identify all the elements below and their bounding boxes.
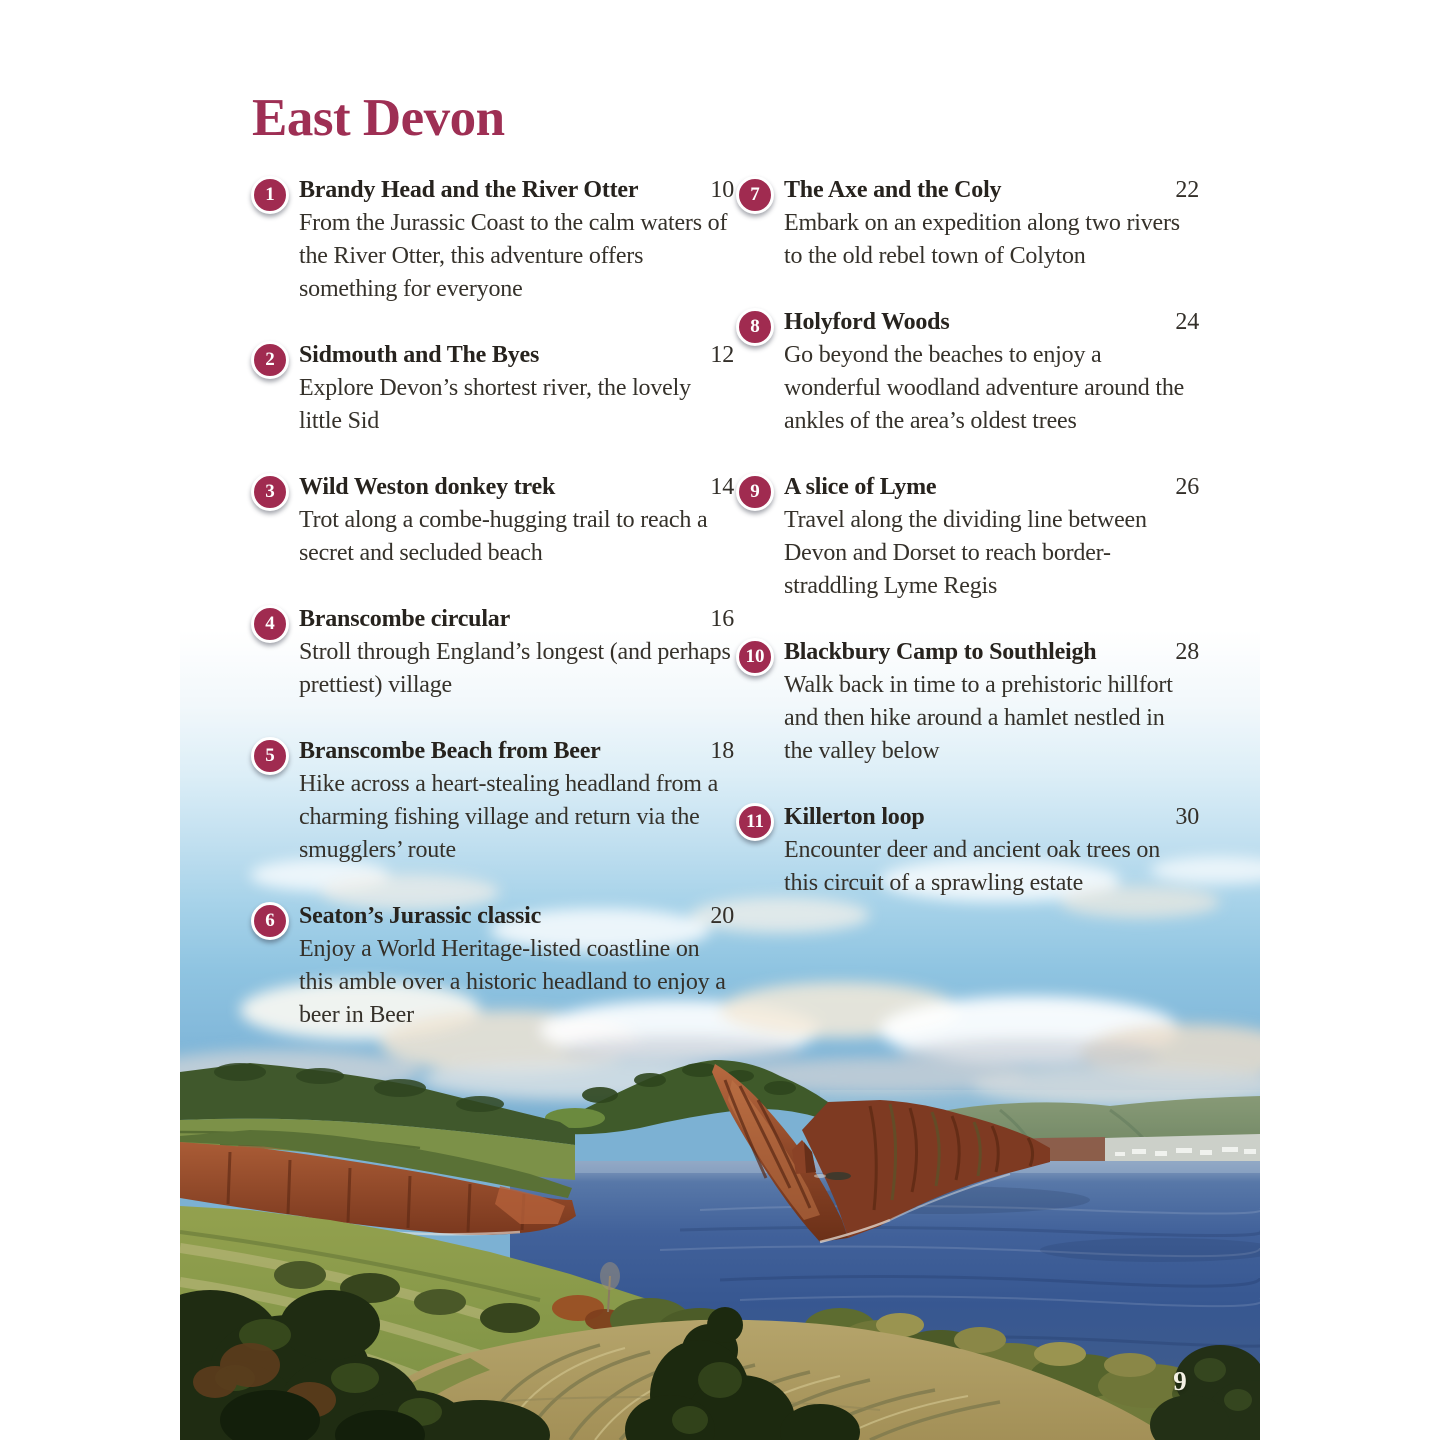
entry-page-number: 30 [1175, 804, 1199, 830]
entry-number-badge: 9 [736, 473, 774, 511]
entry-title: Brandy Head and the River Otter [299, 177, 639, 203]
entry-number-badge: 1 [251, 176, 289, 214]
toc-entry [251, 735, 751, 867]
entry-page-number: 10 [710, 177, 734, 203]
toc-entry [251, 603, 751, 702]
page-surface [180, 0, 1260, 1440]
entry-title: Blackbury Camp to Southleigh [784, 639, 1097, 665]
toc-entry [736, 471, 1216, 603]
entry-description: Explore Devon’s shortest river, the lovely little Sid [299, 375, 691, 434]
entry-page-number: 16 [710, 606, 734, 632]
entry-page-number: 20 [710, 903, 734, 929]
page-number: 9 [1173, 1366, 1187, 1396]
entry-page-number: 28 [1175, 639, 1199, 665]
entry-description: From the Jurassic Coast to the calm waters of the River Otter, this adventure offers something for everyone [299, 210, 728, 302]
toc-entry [736, 801, 1216, 900]
entry-body [299, 603, 734, 702]
entry-description: Embark on an expedition along two rivers to the old rebel town of Colyton [784, 210, 1180, 269]
entry-title: Sidmouth and The Byes [299, 342, 540, 368]
entry-body [299, 735, 734, 867]
toc-entry [251, 471, 751, 570]
entry-title: Seaton’s Jurassic classic [299, 903, 542, 929]
entry-page-number: 26 [1175, 474, 1199, 500]
entry-title: A slice of Lyme [784, 474, 937, 500]
entry-description: Enjoy a World Heritage-listed coastline on this amble over a historic headland to enjoy a beer in Beer [299, 936, 726, 1028]
entry-number-badge: 10 [736, 638, 774, 676]
entry-description: Travel along the dividing line between Devon and Dorset to reach border-straddling Lyme Regis [784, 507, 1147, 599]
entry-number-badge: 2 [251, 341, 289, 379]
entry-body [299, 174, 734, 306]
entry-description: Stroll through England’s longest (and perhaps prettiest) village [299, 639, 731, 698]
entry-page-number: 22 [1175, 177, 1199, 203]
entry-number-badge: 7 [736, 176, 774, 214]
entry-page-number: 18 [710, 738, 734, 764]
toc-entry [251, 174, 751, 306]
entry-body [299, 339, 734, 438]
toc-entry [736, 174, 1216, 273]
page-title: East Devon [252, 89, 505, 147]
entry-number-badge: 6 [251, 902, 289, 940]
entry-body [784, 174, 1199, 273]
entry-number-badge: 5 [251, 737, 289, 775]
entry-number-badge: 11 [736, 803, 774, 841]
entry-body [784, 801, 1199, 900]
entry-number-badge: 8 [736, 308, 774, 346]
entry-title: Wild Weston donkey trek [299, 474, 556, 500]
entry-body [784, 471, 1199, 603]
toc-entry [736, 306, 1216, 438]
entry-page-number: 24 [1175, 309, 1199, 335]
entry-description: Trot along a combe-hugging trail to reach a secret and secluded beach [299, 507, 708, 566]
entry-title: Killerton loop [784, 804, 925, 830]
toc-entry [251, 339, 751, 438]
entry-description: Walk back in time to a prehistoric hillfort and then hike around a hamlet nestled in the valley below [784, 672, 1173, 764]
entry-title: Branscombe Beach from Beer [299, 738, 601, 764]
entry-description: Hike across a heart-stealing headland from a charming fishing village and return via the smugglers’ route [299, 771, 719, 863]
toc-entry [251, 900, 751, 1032]
entry-page-number: 14 [710, 474, 734, 500]
entry-title: The Axe and the Coly [784, 177, 1002, 203]
entry-page-number: 12 [710, 342, 734, 368]
entry-body [299, 471, 734, 570]
entry-description: Go beyond the beaches to enjoy a wonderful woodland adventure around the ankles of the area’s oldest trees [784, 342, 1185, 434]
toc-entry [736, 636, 1216, 768]
entry-description: Encounter deer and ancient oak trees on this circuit of a sprawling estate [784, 837, 1161, 896]
entry-title: Holyford Woods [784, 309, 950, 335]
entry-body [299, 900, 734, 1032]
entry-body [784, 306, 1199, 438]
entry-body [784, 636, 1199, 768]
entry-title: Branscombe circular [299, 606, 511, 632]
toc-column-left [251, 174, 751, 1065]
entry-number-badge: 3 [251, 473, 289, 511]
toc-column-right [736, 174, 1216, 933]
entry-number-badge: 4 [251, 605, 289, 643]
